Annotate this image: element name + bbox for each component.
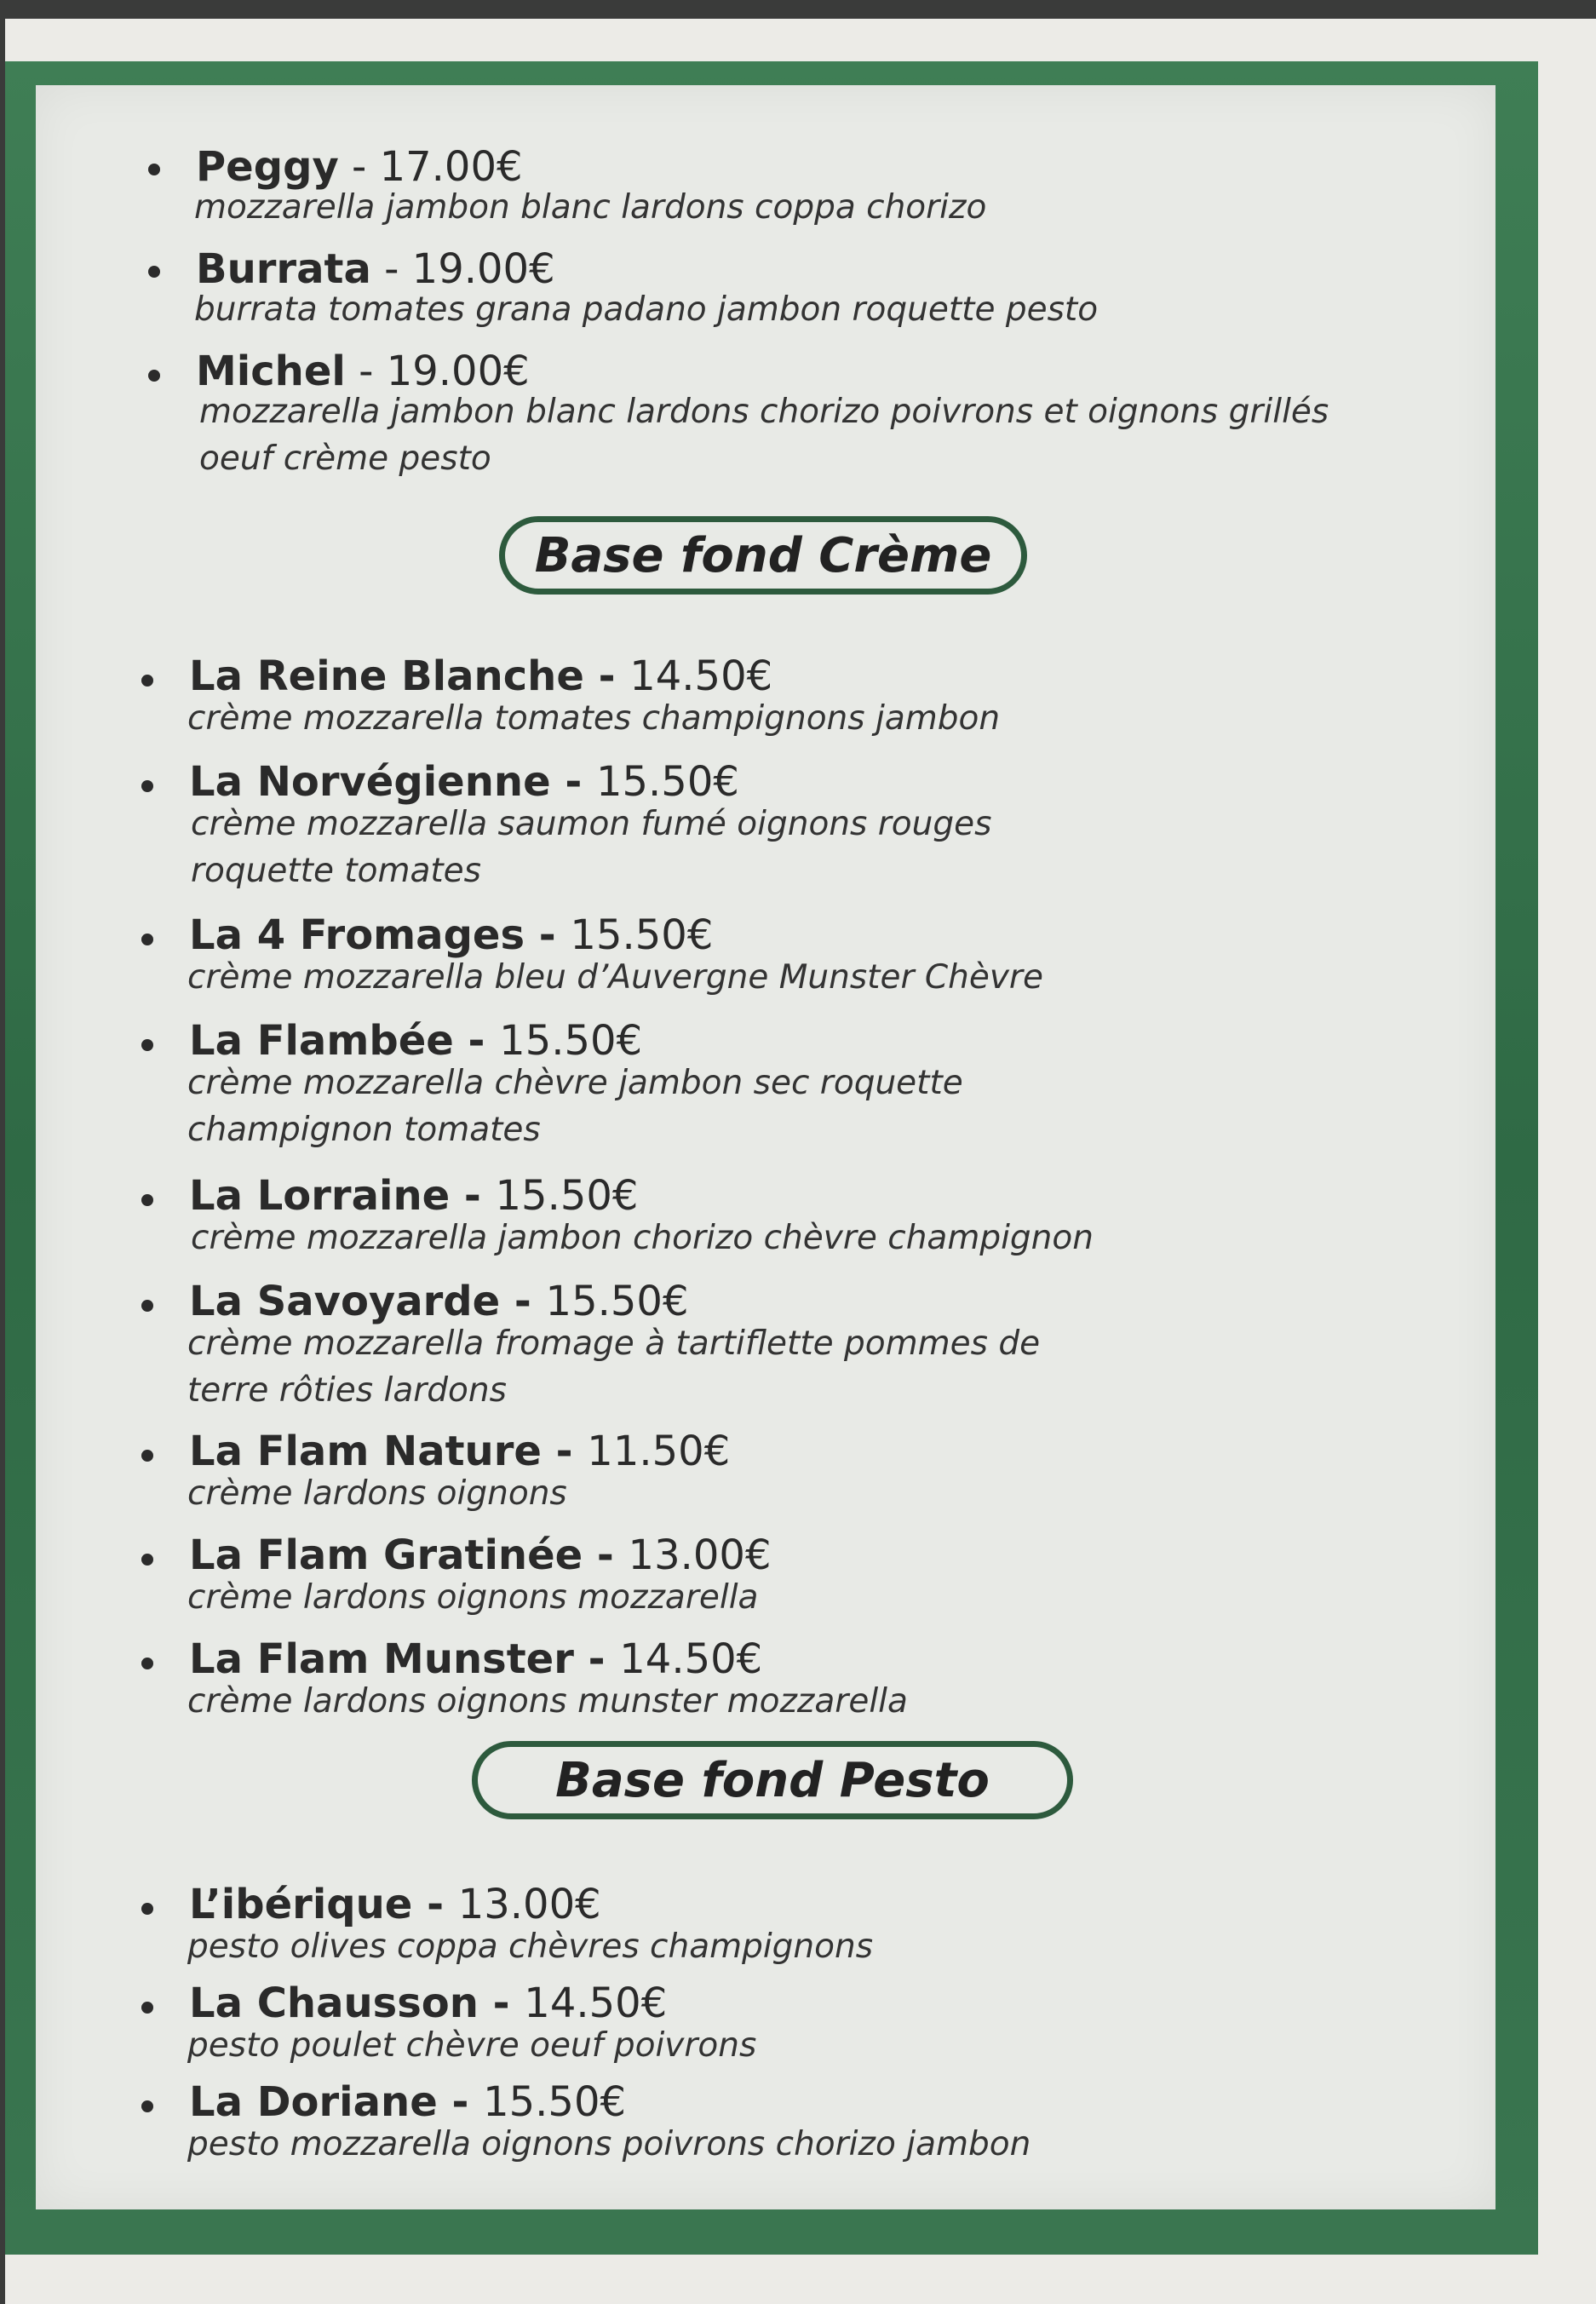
menu-item-title: La Lorraine - 15.50€: [189, 1172, 639, 1220]
menu-item-title: La Flam Nature - 11.50€: [189, 1428, 731, 1475]
item-description: crème mozzarella jambon chorizo chèvre champignon: [191, 1219, 1094, 1257]
bullet-icon: [148, 266, 160, 278]
item-description: crème lardons oignons: [187, 1474, 567, 1513]
item-description: crème lardons oignons munster mozzarella: [187, 1682, 908, 1721]
item-description: mozzarella jambon blanc lardons chorizo poivrons et oignons grillés oeuf crème pesto: [199, 393, 1329, 478]
menu-item-title: La 4 Fromages - 15.50€: [189, 911, 714, 959]
item-description: pesto poulet chèvre oeuf poivrons: [187, 2026, 757, 2065]
item-price: 13.00€: [628, 1531, 772, 1579]
menu-item-title: La Savoyarde - 15.50€: [189, 1278, 689, 1325]
bullet-icon: [141, 1903, 153, 1915]
item-price: 19.00€: [411, 245, 555, 293]
item-price: 15.50€: [545, 1278, 689, 1325]
menu-item-title: La Chausson - 14.50€: [189, 1979, 668, 2027]
item-name: La Savoyarde: [189, 1278, 501, 1325]
section-heading-pesto: Base fond Pesto: [472, 1741, 1073, 1819]
item-description: crème mozzarella tomates champignons jambon: [187, 699, 1001, 738]
item-description: crème mozzarella fromage à tartiflette pommes de terre rôties lardons: [187, 1324, 1041, 1410]
item-name: La Reine Blanche: [189, 652, 584, 700]
bullet-icon: [141, 1450, 153, 1462]
item-name: La 4 Fromages: [189, 911, 525, 959]
menu-page: [36, 85, 1496, 2209]
item-price: 15.50€: [595, 758, 739, 806]
menu-item-title: La Flam Gratinée - 13.00€: [189, 1531, 772, 1579]
bullet-icon: [141, 675, 153, 687]
bullet-icon: [141, 1039, 153, 1051]
bullet-icon: [141, 1300, 153, 1312]
item-name: La Flam Gratinée: [189, 1531, 583, 1579]
bullet-icon: [141, 2002, 153, 2014]
bullet-icon: [148, 164, 160, 175]
item-price: 14.50€: [524, 1979, 668, 2027]
item-price: 15.50€: [495, 1172, 639, 1220]
item-description: mozzarella jambon blanc lardons coppa chorizo: [194, 188, 987, 227]
bullet-icon: [141, 934, 153, 945]
item-name: L’ibérique: [189, 1881, 413, 1928]
bullet-icon: [141, 780, 153, 792]
item-name: La Doriane: [189, 2078, 438, 2126]
item-name: Peggy: [196, 143, 339, 191]
item-description: pesto mozzarella oignons poivrons chorizo jambon: [187, 2125, 1031, 2163]
menu-item-title: Burrata - 19.00€: [196, 245, 555, 293]
menu-item-title: L’ibérique - 13.00€: [189, 1881, 601, 1928]
item-name: La Chausson: [189, 1979, 479, 2027]
item-name: La Lorraine: [189, 1172, 451, 1220]
menu-item-title: Peggy - 17.00€: [196, 143, 523, 191]
item-description: crème lardons oignons mozzarella: [187, 1578, 759, 1617]
item-name: La Norvégienne: [189, 758, 551, 806]
item-price: 15.50€: [499, 1017, 643, 1065]
bullet-icon: [141, 2100, 153, 2112]
section-heading-creme: Base fond Crème: [499, 516, 1027, 595]
item-price: 19.00€: [386, 348, 530, 395]
menu-item-title: La Reine Blanche - 14.50€: [189, 652, 773, 700]
item-name: La Flam Munster: [189, 1635, 574, 1683]
item-description: crème mozzarella saumon fumé oignons rouges roquette tomates: [191, 805, 992, 890]
bullet-icon: [148, 370, 160, 382]
menu-item-title: Michel - 19.00€: [196, 348, 530, 395]
item-description: burrata tomates grana padano jambon roquette pesto: [194, 290, 1099, 329]
menu-item-title: La Flambée - 15.50€: [189, 1017, 643, 1065]
item-price: 15.50€: [570, 911, 714, 959]
item-description: crème mozzarella chèvre jambon sec roquette champignon tomates: [187, 1064, 963, 1149]
menu-item-title: La Norvégienne - 15.50€: [189, 758, 739, 806]
item-name: Michel: [196, 348, 346, 395]
menu-item-title: La Flam Munster - 14.50€: [189, 1635, 763, 1683]
item-name: Burrata: [196, 245, 371, 293]
item-description: pesto olives coppa chèvres champignons: [187, 1928, 874, 1966]
item-price: 13.00€: [457, 1881, 601, 1928]
item-price: 15.50€: [483, 2078, 627, 2126]
bullet-icon: [141, 1194, 153, 1206]
item-price: 14.50€: [619, 1635, 763, 1683]
bullet-icon: [141, 1554, 153, 1566]
menu-item-title: La Doriane - 15.50€: [189, 2078, 627, 2126]
bullet-icon: [141, 1658, 153, 1669]
item-description: crème mozzarella bleu d’Auvergne Munster Chèvre: [187, 958, 1043, 997]
item-price: 11.50€: [587, 1428, 731, 1475]
item-name: La Flam Nature: [189, 1428, 542, 1475]
item-price: 17.00€: [379, 143, 523, 191]
item-price: 14.50€: [629, 652, 773, 700]
item-name: La Flambée: [189, 1017, 454, 1065]
